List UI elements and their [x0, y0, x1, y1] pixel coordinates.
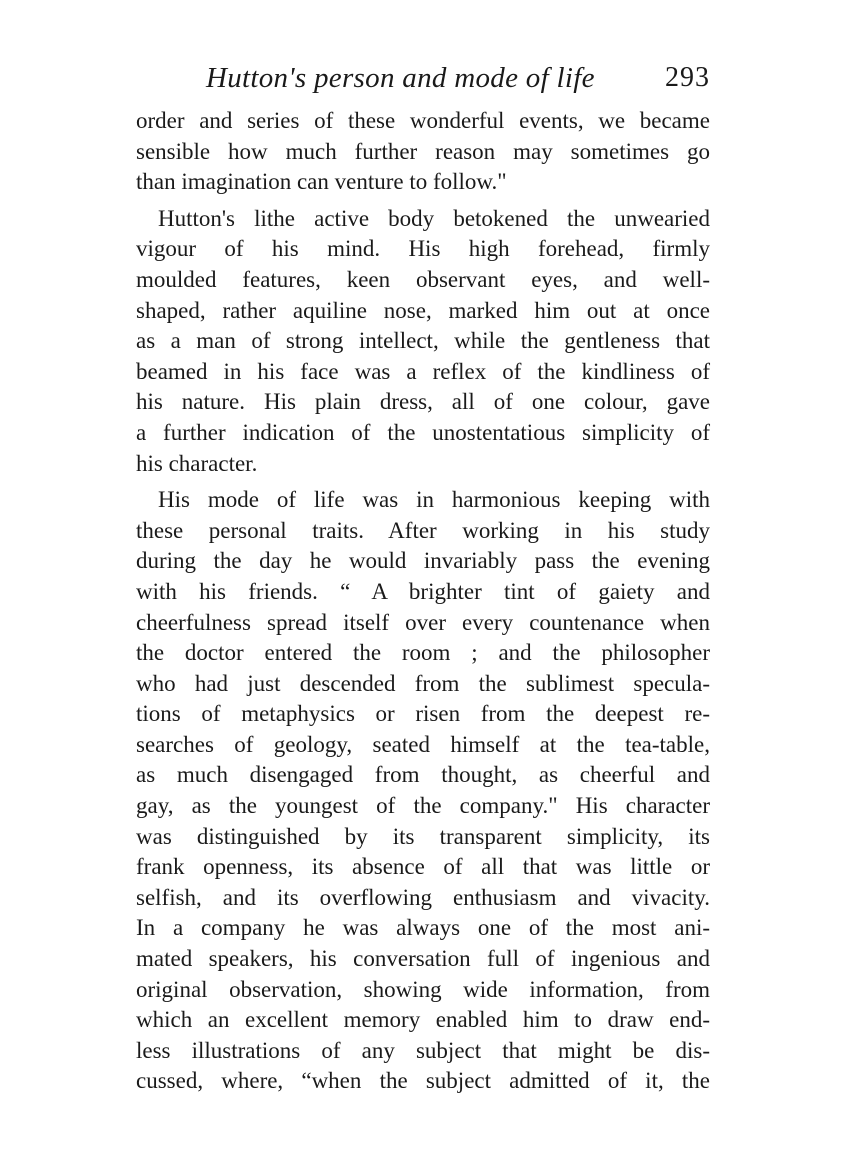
text-line: as a man of strong intellect, while the gentleness that	[136, 328, 710, 354]
running-title: Hutton's person and mode of life	[206, 62, 595, 94]
text-line: vigour of his mind. His high forehead, firmly	[136, 236, 710, 262]
text-line: was distinguished by its transparent simplicity, its	[136, 823, 710, 849]
text-line: sensible how much further reason may sometimes go	[136, 138, 710, 164]
text-line: cheerfulness spread itself over every countenance when	[136, 609, 710, 635]
text-line: mated speakers, his conversation full of ingenious and	[136, 946, 710, 972]
text-line: beamed in his face was a reflex of the kindliness of	[136, 358, 710, 384]
text-line: less illustrations of any subject that might be dis-	[136, 1037, 710, 1063]
text-line: gay, as the youngest of the company." His character	[136, 793, 710, 819]
text-line: order and series of these wonderful events, we became	[136, 108, 710, 133]
text-line: selfish, and its overflowing enthusiasm and vivacity.	[136, 884, 710, 910]
text-line: tions of metaphysics or risen from the deepest re-	[136, 701, 710, 727]
text-line: who had just descended from the sublimest specula-	[136, 670, 710, 696]
paragraph-1	[136, 106, 710, 198]
text-line: during the day he would invariably pass the evening	[136, 548, 710, 574]
running-head	[136, 56, 710, 100]
text-line: shaped, rather aquiline nose, marked him out at once	[136, 297, 710, 323]
paragraph-2	[136, 204, 710, 479]
text-line: In a company he was always one of the most ani-	[136, 915, 710, 941]
text-line: moulded features, keen observant eyes, and well-	[136, 266, 710, 292]
text-line: His mode of life was in harmonious keeping with	[158, 487, 710, 513]
body-text	[136, 106, 710, 1103]
text-line: the doctor entered the room ; and the philosopher	[136, 640, 710, 666]
text-line: than imagination can venture to follow."	[136, 169, 507, 195]
text-line: which an excellent memory enabled him to draw end-	[136, 1007, 710, 1033]
text-line: a further indication of the unostentatious simplicity of	[136, 419, 710, 445]
text-line: his nature. His plain dress, all of one colour, gave	[136, 389, 710, 415]
text-line: as much disengaged from thought, as cheerful and	[136, 762, 710, 788]
text-line: original observation, showing wide information, from	[136, 976, 710, 1002]
text-line: these personal traits. After working in his study	[136, 517, 710, 543]
text-line: cussed, where, “when the subject admitted of it, the	[136, 1068, 710, 1094]
text-line: Hutton's lithe active body betokened the unwearied	[158, 205, 710, 231]
text-line: with his friends. “ A brighter tint of gaiety and	[136, 578, 710, 604]
text-line: his character.	[136, 450, 258, 476]
text-line: frank openness, its absence of all that was little or	[136, 854, 710, 880]
text-line: searches of geology, seated himself at the tea-table,	[136, 731, 710, 757]
page-number: 293	[665, 62, 710, 93]
paragraph-3	[136, 485, 710, 1097]
